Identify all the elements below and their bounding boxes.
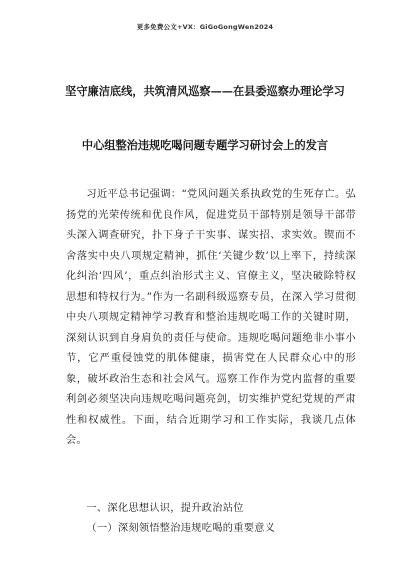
document-title-line-1: 坚守廉洁底线，共筑清风巡察——在县委巡察办理论学习 [65,84,345,98]
document-body [66,185,356,452]
body-paragraph: 习近平总书记强调：“党风问题关系执政党的生死存亡。弘扬党的光荣传统和优良作风，促进党员干部特别是领导干部带头深入调查研究，扑下身子干实事、谋实招、求实效。锲而不舍落实中央八项规定精神，抓住‘关键少数’以上率下，持续深化纠治‘四风’，重点纠治形式主义、官僚主义，坚决破除特权思想和特权行为。”作为一名副科级巡察专员，在深入学习贯彻中央八项规定精神学习教育和整治违规吃喝工作的关键时期，深刻认识到自身肩负的责任与使命。违规吃喝问题绝非小事小节，它严重侵蚀党的肌体健康，损害党在人民群众心中的形象，破坏政治生态和社会风气。巡察工作作为党内监督的重要利剑必须坚决向违规吃喝问题亮剑，切实维护党纪党规的严肃性和权威性。下面，结合近期学习和工作实际，我谈几点体会。 [66,189,356,446]
subsection-heading-1: （一）深刻领悟整治违规吃喝的重要意义 [86,523,276,534]
document-title-line-2: 中心组整治违规吃喝问题专题学习研讨会上的发言 [81,138,329,152]
watermark-text: 更多免费公文+VX：GiGoGongWen2024 [136,23,274,31]
section-heading-1: 一、深化思想认识，提升政治站位 [86,503,244,514]
